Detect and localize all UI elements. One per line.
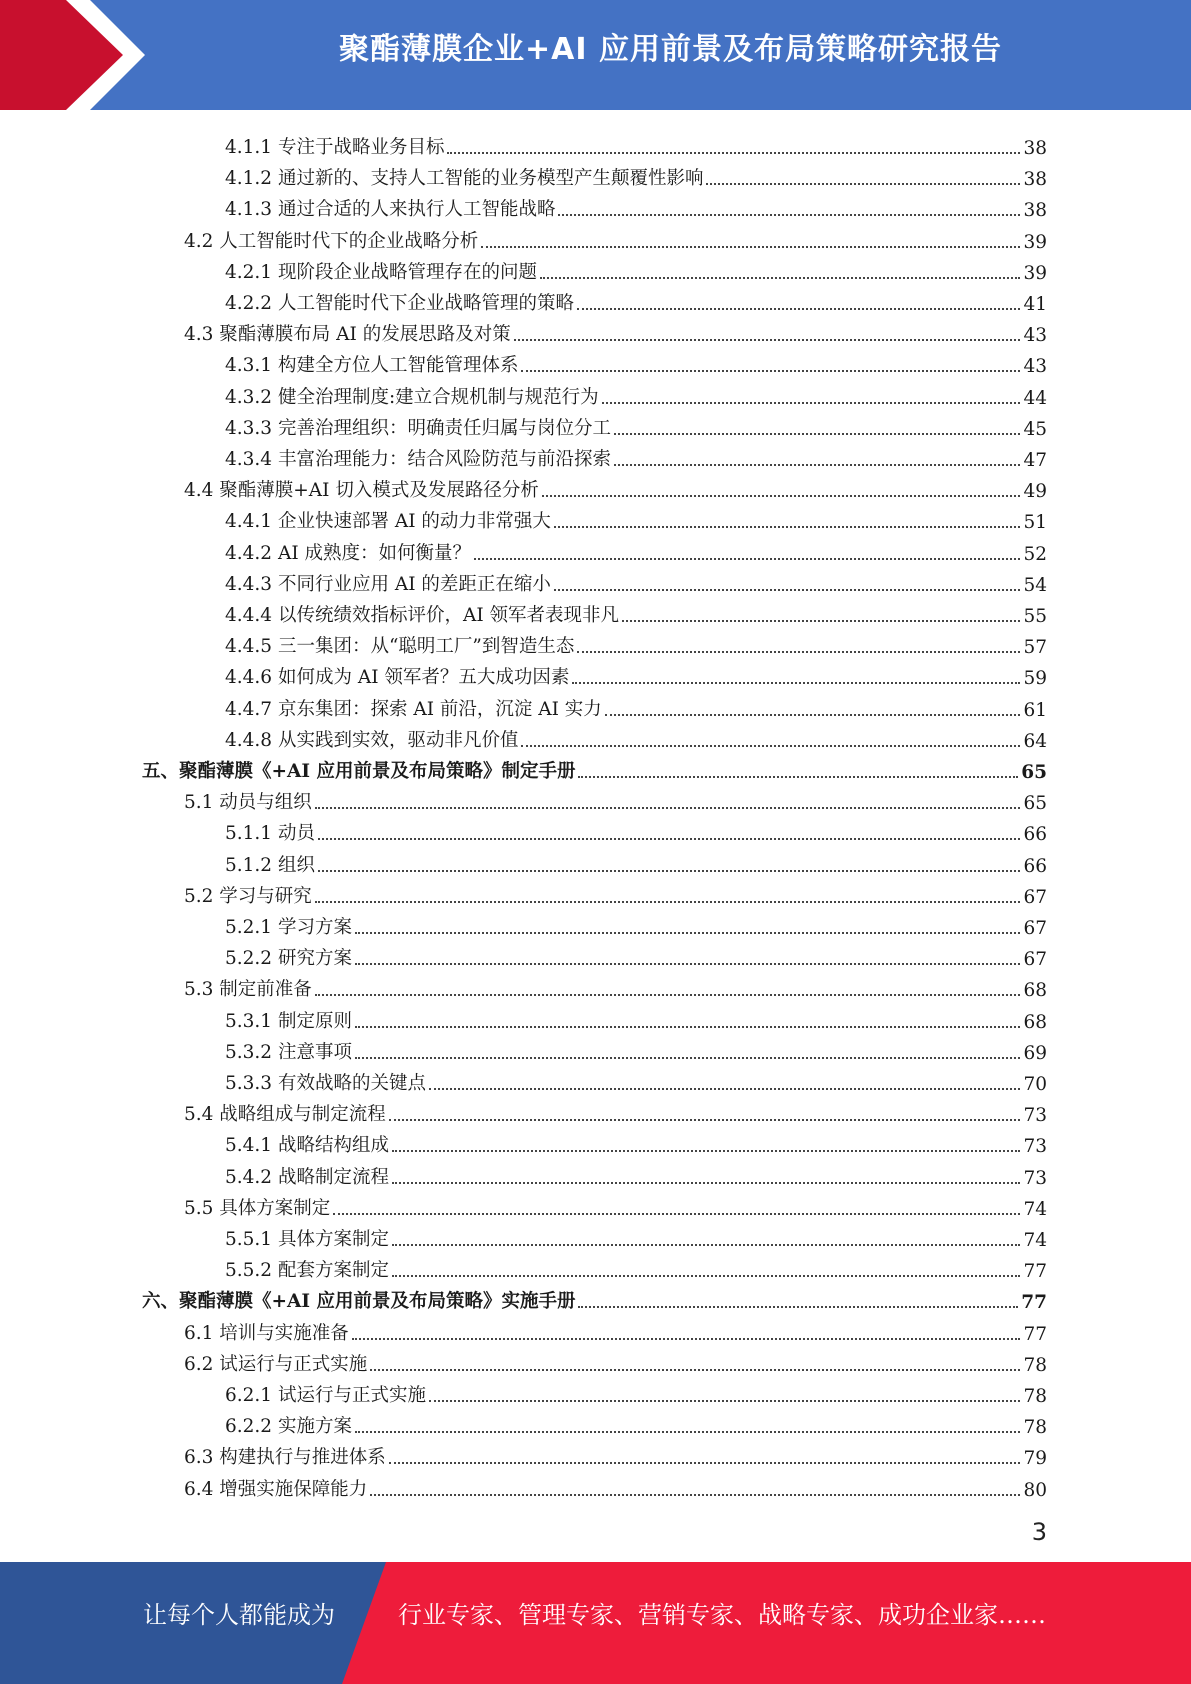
toc-entry-page: 74 <box>1023 1230 1047 1251</box>
toc-leader-dots <box>474 558 1020 560</box>
toc-entry-label: 5.2 学习与研究 <box>184 885 312 907</box>
toc-entry[interactable] <box>225 1033 1047 1064</box>
toc-entry-label: 4.4.2 AI 成熟度：如何衡量？ <box>225 542 472 564</box>
toc-entry[interactable] <box>225 846 1047 877</box>
toc-entry[interactable] <box>225 409 1047 440</box>
toc-entry-label: 5.2.2 研究方案 <box>225 948 352 970</box>
toc-entry[interactable] <box>225 346 1047 377</box>
toc-entry[interactable] <box>184 222 1047 253</box>
toc-leader-dots <box>355 1431 1021 1433</box>
toc-leader-dots <box>614 464 1020 466</box>
toc-leader-dots <box>370 1494 1020 1496</box>
toc-entry-page: 47 <box>1023 450 1047 471</box>
page-number: 3 <box>1031 1518 1047 1546</box>
toc-entry-page: 54 <box>1023 574 1047 596</box>
toc-leader-dots <box>614 433 1020 435</box>
toc-leader-dots <box>540 277 1020 279</box>
toc-leader-dots <box>370 1369 1020 1371</box>
toc-entry[interactable] <box>225 128 1047 159</box>
toc-entry-page: 55 <box>1023 606 1047 627</box>
toc-entry-label: 4.3.3 完善治理组织：明确责任归属与岗位分工 <box>225 417 611 439</box>
toc-entry[interactable] <box>225 1407 1047 1438</box>
toc-leader-dots <box>558 214 1020 216</box>
toc-leader-dots <box>554 526 1021 528</box>
toc-entry[interactable] <box>184 970 1047 1001</box>
toc-entry-label: 4.3 聚酯薄膜布局 AI 的发展思路及对策 <box>184 324 511 346</box>
toc-entry[interactable] <box>225 721 1047 752</box>
toc-leader-dots <box>315 994 1021 996</box>
toc-entry[interactable] <box>225 690 1047 721</box>
toc-leader-dots <box>392 1275 1020 1277</box>
toc-entry[interactable] <box>225 378 1047 409</box>
toc-entry-label: 4.4.3 不同行业应用 AI 的差距正在缩小 <box>225 573 551 595</box>
toc-entry[interactable] <box>184 1438 1047 1469</box>
toc-entry-page: 67 <box>1023 886 1047 908</box>
toc-entry-page: 78 <box>1023 1417 1047 1439</box>
toc-leader-dots <box>577 651 1020 653</box>
toc-entry[interactable] <box>142 752 1047 783</box>
toc-entry-label: 4.2 人工智能时代下的企业战略分析 <box>184 230 479 252</box>
toc-leader-dots <box>352 1338 1021 1340</box>
toc-leader-dots <box>542 495 1021 497</box>
toc-entry-page: 77 <box>1023 1323 1047 1345</box>
toc-leader-dots <box>389 1119 1021 1121</box>
toc-entry-page: 43 <box>1023 325 1047 347</box>
toc-entry[interactable] <box>225 658 1047 689</box>
toc-entry-label: 4.1.2 通过新的、支持人工智能的业务模型产生颠覆性影响 <box>225 168 704 190</box>
toc-entry-page: 59 <box>1023 668 1047 690</box>
toc-entry-label: 4.2.1 现阶段企业战略管理存在的问题 <box>225 261 537 283</box>
toc-entry-label: 5.5 具体方案制定 <box>184 1197 331 1219</box>
toc-entry-label: 4.4.6 如何成为 AI 领军者？五大成功因素 <box>225 667 570 689</box>
toc-entry-page: 45 <box>1023 418 1047 440</box>
toc-entry-label: 4.4.7 京东集团：探索 AI 前沿，沉淀 AI 实力 <box>225 698 602 720</box>
toc-entry-label: 5.5.2 配套方案制定 <box>225 1260 389 1282</box>
toc-entry-label: 6.1 培训与实施准备 <box>184 1322 349 1344</box>
toc-entry-page: 65 <box>1023 793 1047 815</box>
toc-leader-dots <box>429 1088 1020 1090</box>
toc-entry-page: 73 <box>1023 1167 1047 1189</box>
toc-entry[interactable] <box>225 502 1047 533</box>
toc-entry[interactable] <box>225 534 1047 565</box>
toc-entry-page: 38 <box>1023 138 1047 159</box>
toc-entry-label: 5.3.2 注意事项 <box>225 1041 352 1063</box>
toc-leader-dots <box>392 1244 1020 1246</box>
toc-entry-label: 5.1 动员与组织 <box>184 792 312 814</box>
toc-leader-dots <box>355 1026 1021 1028</box>
toc-leader-dots <box>392 1150 1020 1152</box>
toc-leader-dots <box>577 308 1020 310</box>
toc-entry-label: 6.2 试运行与正式实施 <box>184 1353 368 1375</box>
toc-entry[interactable] <box>184 877 1047 908</box>
toc-entry-label: 4.3.1 构建全方位人工智能管理体系 <box>225 355 519 377</box>
toc-entry-label: 6.2.1 试运行与正式实施 <box>225 1385 426 1406</box>
toc-entry-page: 38 <box>1023 169 1047 191</box>
toc-entry[interactable] <box>184 1095 1047 1126</box>
toc-entry[interactable] <box>184 1314 1047 1345</box>
toc-entry[interactable] <box>184 783 1047 814</box>
toc-entry[interactable] <box>225 814 1047 845</box>
toc-entry-page: 67 <box>1023 949 1047 971</box>
toc-entry-page: 61 <box>1023 699 1047 721</box>
toc-entry-label: 4.3.2 健全治理制度:建立合规机制与规范行为 <box>225 386 599 408</box>
toc-leader-dots <box>602 402 1021 404</box>
toc-entry-label: 5.3.3 有效战略的关键点 <box>225 1073 426 1094</box>
toc-entry-page: 44 <box>1023 387 1047 409</box>
toc-entry-page: 57 <box>1023 637 1047 659</box>
toc-entry-label: 5.3 制定前准备 <box>184 979 312 1001</box>
toc-entry-label: 4.4 聚酯薄膜+AI 切入模式及发展路径分析 <box>184 480 539 502</box>
toc-entry[interactable] <box>225 1064 1047 1095</box>
toc-entry-page: 43 <box>1023 356 1047 378</box>
toc-entry-label: 4.3.4 丰富治理能力：结合风险防范与前沿探索 <box>225 449 611 470</box>
toc-entry-page: 39 <box>1023 262 1047 284</box>
toc-leader-dots <box>429 1400 1020 1402</box>
toc-entry-page: 73 <box>1023 1105 1047 1127</box>
toc-entry-label: 5.4.1 战略结构组成 <box>225 1135 389 1157</box>
toc-entry[interactable] <box>225 1158 1047 1189</box>
toc-leader-dots <box>355 963 1021 965</box>
toc-entry-page: 68 <box>1023 980 1047 1002</box>
toc-entry[interactable] <box>225 565 1047 596</box>
toc-entry-label: 6.3 构建执行与推进体系 <box>184 1447 386 1469</box>
toc-leader-dots <box>392 1182 1020 1184</box>
toc-entry-page: 49 <box>1023 481 1047 503</box>
toc-entry[interactable] <box>225 190 1047 221</box>
toc-leader-dots <box>355 1057 1021 1059</box>
footer-slogan-left: 让每个人都能成为 <box>143 1601 335 1629</box>
page-header <box>0 0 1191 110</box>
toc-entry-label: 6.4 增强实施保障能力 <box>184 1478 368 1500</box>
toc-entry-label: 5.1.2 组织 <box>225 854 315 876</box>
toc-leader-dots <box>605 714 1021 716</box>
toc-entry[interactable] <box>184 471 1047 502</box>
toc-entry-label: 4.4.1 企业快速部署 AI 的动力非常强大 <box>225 511 551 533</box>
toc-entry-page: 38 <box>1023 200 1047 222</box>
toc-entry-label: 4.2.2 人工智能时代下企业战略管理的策略 <box>225 293 574 314</box>
toc-entry-page: 41 <box>1023 294 1047 315</box>
toc-entry-page: 66 <box>1023 824 1047 846</box>
toc-entry-label: 5.1.1 动员 <box>225 823 315 845</box>
toc-entry-page: 65 <box>1021 762 1047 783</box>
toc-entry-label: 4.1.3 通过合适的人来执行人工智能战略 <box>225 199 556 221</box>
toc-entry[interactable] <box>225 1002 1047 1033</box>
toc-leader-dots <box>706 183 1020 185</box>
toc-entry-page: 69 <box>1023 1042 1047 1064</box>
toc-leader-dots <box>481 246 1020 248</box>
toc-entry[interactable] <box>225 939 1047 970</box>
toc-entry-page: 52 <box>1023 543 1047 565</box>
header-arrow-decoration <box>0 0 160 110</box>
toc-entry[interactable] <box>225 253 1047 284</box>
toc-leader-dots <box>333 1213 1020 1215</box>
toc-entry[interactable] <box>225 908 1047 939</box>
toc-leader-dots <box>514 339 1021 341</box>
toc-entry-label: 4.1.1 专注于战略业务目标 <box>225 137 445 158</box>
toc-entry-label: 4.4.4 以传统绩效指标评价，AI 领军者表现非凡 <box>225 605 620 626</box>
toc-leader-dots <box>578 776 1018 778</box>
toc-entry[interactable] <box>184 1470 1047 1501</box>
toc-leader-dots <box>389 1462 1021 1464</box>
toc-entry-label: 4.4.5 三一集团：从“聪明工厂”到智造生态 <box>225 636 575 658</box>
toc-entry[interactable] <box>225 596 1047 627</box>
toc-entry-label: 5.3.1 制定原则 <box>225 1010 352 1032</box>
toc-entry-label: 5.5.1 具体方案制定 <box>225 1229 389 1250</box>
toc-leader-dots <box>521 745 1020 747</box>
toc-entry[interactable] <box>225 1251 1047 1282</box>
toc-entry-page: 66 <box>1023 855 1047 877</box>
toc-entry-label: 5.2.1 学习方案 <box>225 917 352 938</box>
toc-entry[interactable] <box>142 1282 1047 1313</box>
toc-entry-label: 五、聚酯薄膜《+AI 应用前景及布局策略》制定手册 <box>142 761 576 782</box>
toc-leader-dots <box>447 152 1020 154</box>
toc-entry-page: 79 <box>1023 1448 1047 1470</box>
toc-leader-dots <box>355 932 1021 934</box>
toc-entry-page: 74 <box>1023 1198 1047 1220</box>
toc-entry-page: 67 <box>1023 918 1047 939</box>
toc-entry-page: 64 <box>1023 730 1047 752</box>
toc-entry-page: 80 <box>1023 1479 1047 1501</box>
toc-entry-page: 77 <box>1023 1261 1047 1283</box>
toc-leader-dots <box>554 589 1021 591</box>
toc-entry[interactable] <box>225 1376 1047 1407</box>
toc-entry-page: 78 <box>1023 1386 1047 1407</box>
toc-entry[interactable] <box>225 1126 1047 1157</box>
toc-entry-page: 73 <box>1023 1136 1047 1158</box>
toc-entry[interactable] <box>225 440 1047 471</box>
toc-entry[interactable] <box>225 627 1047 658</box>
toc-leader-dots <box>572 682 1020 684</box>
toc-leader-dots <box>521 370 1020 372</box>
toc-entry-label: 5.4.2 战略制定流程 <box>225 1166 389 1188</box>
toc-entry-page: 78 <box>1023 1354 1047 1376</box>
toc-entry[interactable] <box>225 284 1047 315</box>
toc-entry-label: 六、聚酯薄膜《+AI 应用前景及布局策略》实施手册 <box>142 1291 576 1313</box>
toc-leader-dots <box>315 807 1021 809</box>
toc-entry[interactable] <box>184 1345 1047 1376</box>
toc-entry-label: 4.4.8 从实践到实效，驱动非凡价值 <box>225 729 519 751</box>
toc-leader-dots <box>318 838 1021 840</box>
toc-entry-page: 77 <box>1021 1292 1047 1314</box>
toc-entry-label: 6.2.2 实施方案 <box>225 1416 352 1438</box>
toc-entry-page: 70 <box>1023 1074 1047 1095</box>
toc-entry[interactable] <box>225 159 1047 190</box>
toc-leader-dots <box>318 870 1021 872</box>
toc-entry[interactable] <box>225 1220 1047 1251</box>
toc-entry-page: 68 <box>1023 1011 1047 1033</box>
footer-slogan-right: 行业专家、管理专家、营销专家、战略专家、成功企业家…… <box>398 1601 1046 1629</box>
toc-entry-label: 5.4 战略组成与制定流程 <box>184 1104 386 1126</box>
toc-leader-dots <box>578 1306 1018 1308</box>
toc-leader-dots <box>622 620 1020 622</box>
toc-entry[interactable] <box>184 1189 1047 1220</box>
toc-entry[interactable] <box>184 315 1047 346</box>
toc-leader-dots <box>315 901 1021 903</box>
toc-entry-page: 39 <box>1023 231 1047 253</box>
document-title: 聚酯薄膜企业+AI 应用前景及布局策略研究报告 <box>339 32 1002 67</box>
toc-entry-page: 51 <box>1023 512 1047 534</box>
